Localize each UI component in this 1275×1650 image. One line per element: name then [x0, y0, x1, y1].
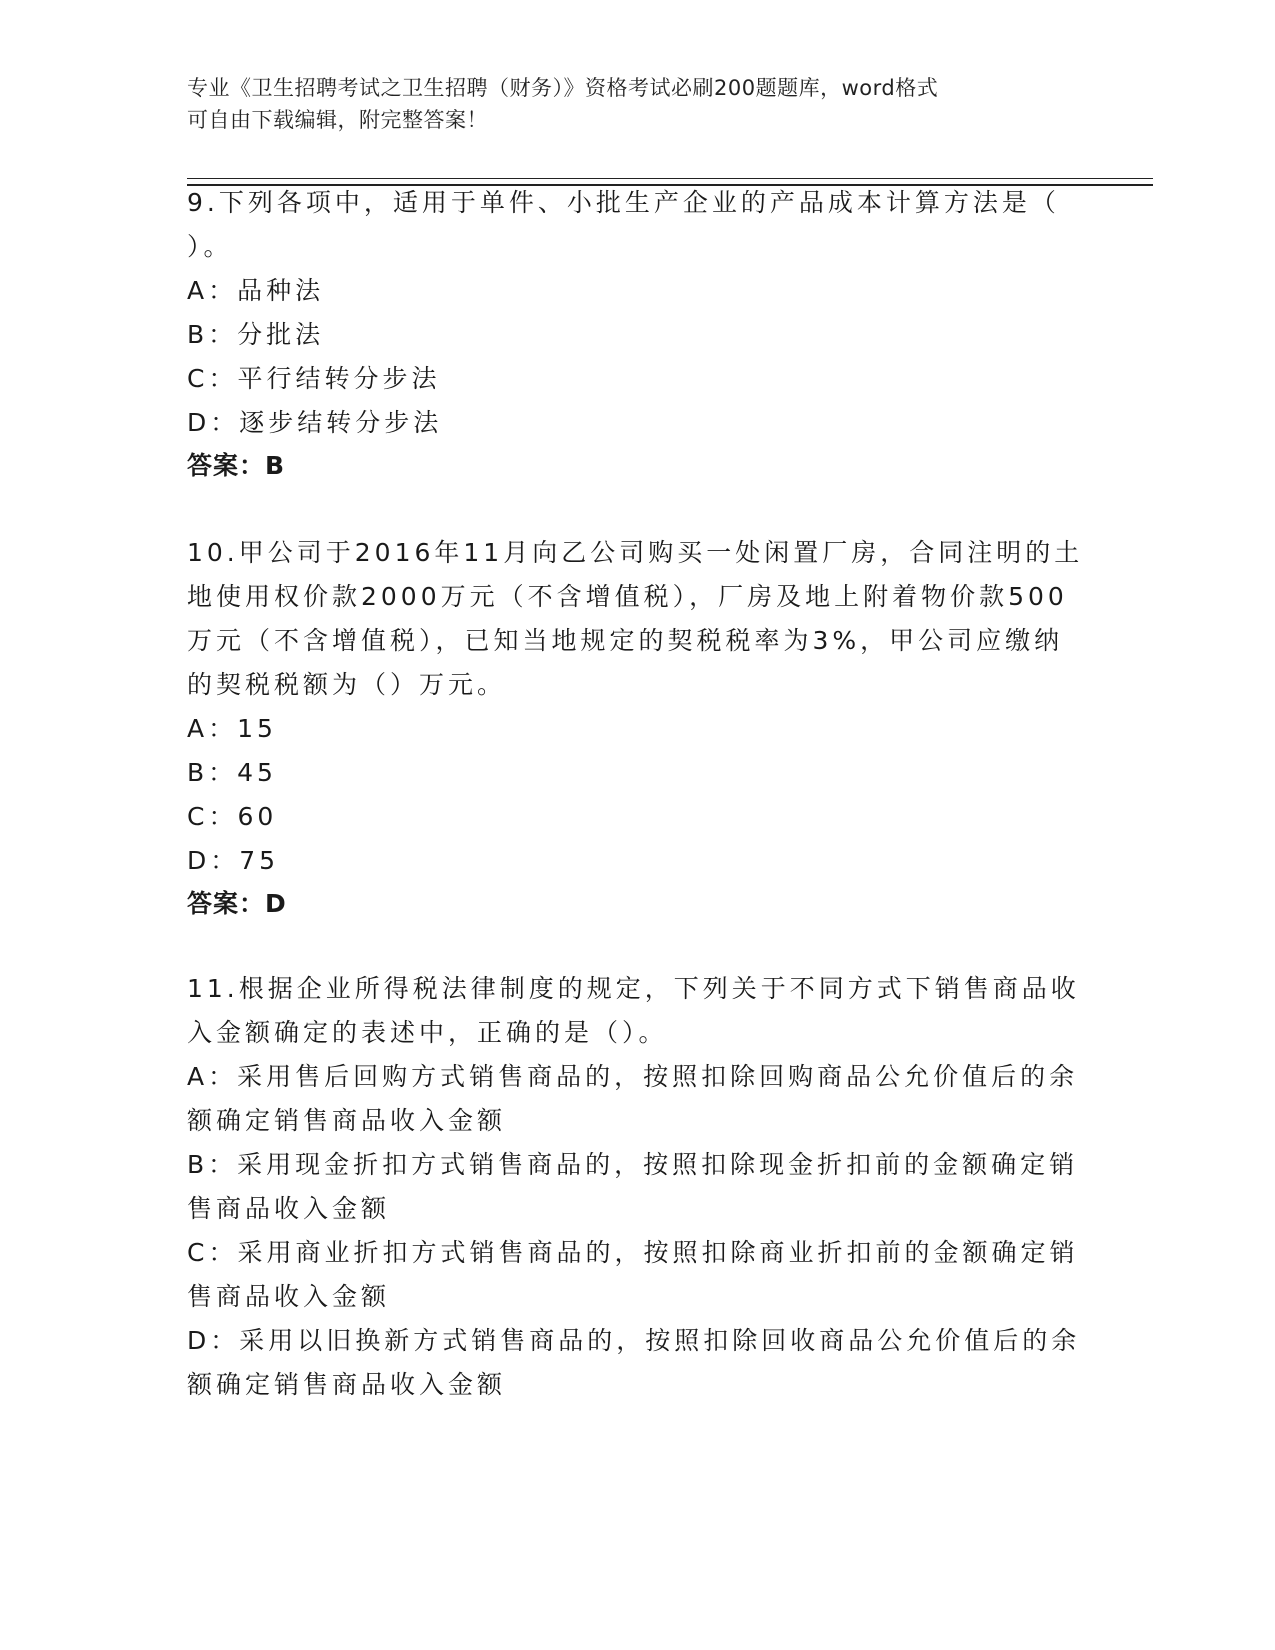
option-c-continued: 售商品收入金额	[187, 1282, 391, 1311]
question-stem-line: 万元（不含增值税），已知当地规定的契税税率为3%，甲公司应缴纳	[187, 626, 1064, 655]
option-a: A：采用售后回购方式销售商品的，按照扣除回购商品公允价值后的余	[187, 1062, 1079, 1091]
answer-label: 答案：D	[187, 889, 287, 918]
option-c: C：60	[187, 802, 278, 831]
option-a: A：15	[187, 714, 277, 743]
option-d: D：采用以旧换新方式销售商品的，按照扣除回收商品公允价值后的余	[187, 1326, 1081, 1355]
option-b: B：采用现金折扣方式销售商品的，按照扣除现金折扣前的金额确定销	[187, 1150, 1079, 1179]
option-c: C：平行结转分步法	[187, 364, 441, 393]
header-line-2: 可自由下载编辑，附完整答案！	[187, 108, 488, 132]
header-divider-thin	[187, 178, 1153, 179]
option-c: C：采用商业折扣方式销售商品的，按照扣除商业折扣前的金额确定销	[187, 1238, 1079, 1267]
option-d: D：逐步结转分步法	[187, 408, 443, 437]
question-stem-line: 的契税税额为（）万元。	[187, 670, 507, 699]
question-stem-line: 9.下列各项中，适用于单件、小批生产企业的产品成本计算方法是（	[187, 188, 1060, 217]
option-a: A：品种法	[187, 276, 325, 305]
option-a-continued: 额确定销售商品收入金额	[187, 1106, 507, 1135]
document-header	[187, 72, 1067, 136]
option-b: B：分批法	[187, 320, 325, 349]
question-stem-line: 10.甲公司于2016年11月向乙公司购买一处闲置厂房，合同注明的土	[187, 538, 1084, 567]
option-b: B：45	[187, 758, 277, 787]
header-line-1: 专业《卫生招聘考试之卫生招聘（财务）》资格考试必刷200题题库，word格式	[187, 76, 939, 100]
question-stem-line: 入金额确定的表述中，正确的是（）。	[187, 1018, 668, 1047]
option-d: D：75	[187, 846, 280, 875]
option-d-continued: 额确定销售商品收入金额	[187, 1370, 507, 1399]
answer-label: 答案：B	[187, 451, 286, 480]
question-stem-line: ）。	[187, 232, 233, 261]
question-stem-line: 地使用权价款2000万元（不含增值税），厂房及地上附着物价款500	[187, 582, 1068, 611]
question-stem-line: 11.根据企业所得税法律制度的规定，下列关于不同方式下销售商品收	[187, 974, 1080, 1003]
option-b-continued: 售商品收入金额	[187, 1194, 391, 1223]
